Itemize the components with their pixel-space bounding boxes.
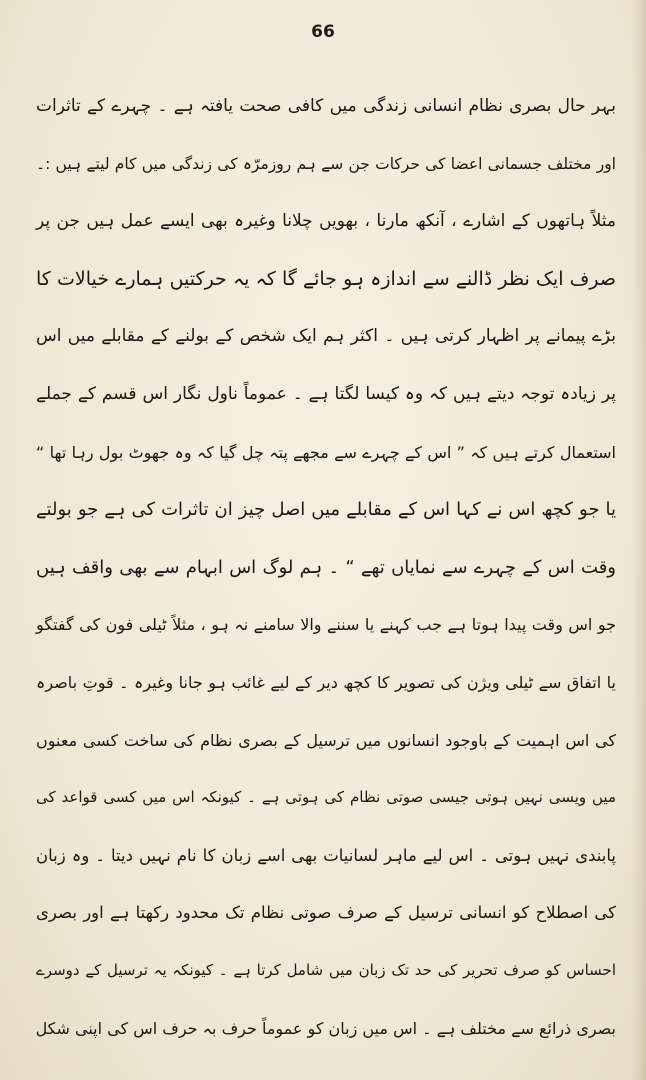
text-line: کی اس اہمیت کے باوجود انسانوں میں ترسیل کے بصری نظام کی ساخت کسی معنوں	[36, 730, 616, 750]
text-line: صرف ایک نظر ڈالنے سے اندازہ ہو جائے گا کہ یہ حرکتیں ہمارے خیالات کا	[36, 267, 616, 290]
text-line: استعمال کرتے ہیں کہ ” اس کے چہرے سے مجھے پتہ چل گیا کہ وہ جھوٹ بول رہا تھا “	[36, 442, 616, 462]
text-line: بڑے پیمانے پر اظہار کرتی ہیں ۔ اکثر ہم ایک شخص کے بولنے کے مقابلے میں اس	[36, 326, 616, 347]
text-line: مثلاً ہاتھوں کے اشارے ، آنکھ مارنا ، بھویں چلانا وغیرہ بھی ایسے عمل ہیں جن پر	[36, 211, 616, 232]
text-line: بہر حال بصری نظام انسانی زندگی میں کافی صحت یافتہ ہے ۔ چہرے کے تاثرات	[36, 96, 616, 116]
text-line: یا جو کچھ اس نے کہا اس کے مقابلے میں اصل چیز ان تاثرات کی ہے جو بولتے	[36, 499, 616, 521]
text-line: پابندی نہیں ہوتی ۔ اس لیے ماہر لسانیات بھی اسے زبان کا نام نہیں دیتا ۔ وہ زبان	[36, 845, 616, 865]
page-body-text	[36, 78, 616, 1057]
text-line: جو اس وقت پیدا ہوتا ہے جب کہنے یا سننے والا سامنے نہ ہو ، مثلاً ٹیلی فون کی گفتگو	[36, 615, 616, 635]
text-line: احساس کو صرف تحریر کی حد تک زبان میں شامل کرتا ہے ۔ کیونکہ یہ ترسیل کے دوسرے	[36, 960, 616, 979]
text-line: میں ویسی نہیں ہوتی جیسی صوتی نظام کی ہوتی ہے ۔ کیونکہ اس میں کسی قواعد کی	[36, 788, 616, 807]
page-number: 66	[311, 22, 335, 42]
text-line: وقت اس کے چہرے سے نمایاں تھے “ ۔ ہم لوگ اس ابہام سے بھی واقف ہیں	[36, 556, 616, 578]
text-line: بصری ذرائع سے مختلف ہے ۔ اس میں زبان کو عموماً حرف بہ حرف اس کی اپنی شکل	[35, 1018, 616, 1038]
text-line: اور مختلف جسمانی اعضا کی حرکات جن سے ہم روزمرّہ کی زندگی میں کام لیتے ہیں :۔	[36, 154, 616, 173]
text-line: کی اصطلاح کو انسانی ترسیل کے صرف صوتی نظام تک محدود رکھتا ہے اور بصری	[36, 903, 616, 923]
text-line: یا اتفاق سے ٹیلی ویژن کی تصویر کا کچھ دیر کے لیے غائب ہو جانا وغیرہ ۔ قوتِ باصرہ	[36, 672, 616, 692]
page-edge-shadow	[632, 0, 646, 1080]
text-line: پر زیادہ توجہ دیتے ہیں کہ وہ کیسا لگتا ہے ۔ عموماً ناول نگار اس قسم کے جملے	[36, 383, 616, 404]
